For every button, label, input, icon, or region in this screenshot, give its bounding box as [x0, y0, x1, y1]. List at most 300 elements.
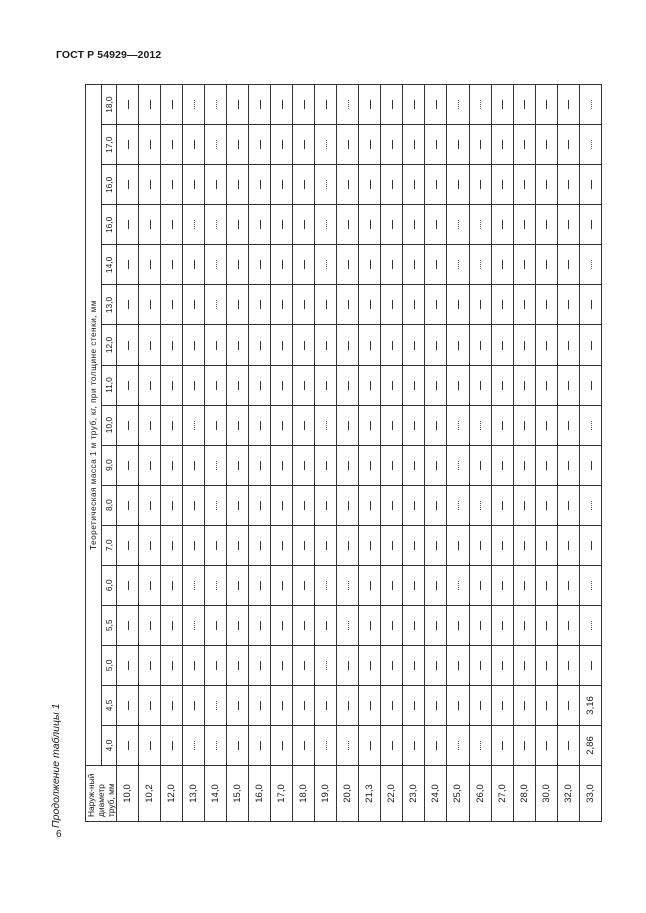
dash-mark	[392, 421, 393, 430]
dash-mark	[414, 541, 415, 550]
empty-mass-cell	[271, 245, 293, 285]
table-row	[425, 85, 447, 822]
empty-mass-cell	[183, 165, 205, 205]
dash-mark	[238, 581, 239, 590]
dotted-mark	[216, 461, 217, 470]
faint-mass-cell	[447, 485, 469, 525]
empty-mass-cell	[425, 165, 447, 205]
dash-mark	[238, 140, 239, 149]
empty-mass-cell	[359, 645, 381, 685]
empty-mass-cell	[183, 285, 205, 325]
empty-mass-cell	[249, 605, 271, 645]
empty-mass-cell	[535, 485, 557, 525]
dash-mark	[524, 220, 525, 229]
empty-mass-cell	[381, 125, 403, 165]
empty-mass-cell	[205, 645, 227, 685]
dash-mark	[370, 461, 371, 470]
wall-thickness-header: 5,5	[101, 605, 117, 645]
empty-mass-cell	[579, 365, 601, 405]
empty-mass-cell	[205, 605, 227, 645]
empty-mass-cell	[315, 685, 337, 725]
dash-mark	[260, 541, 261, 550]
dash-mark	[194, 341, 195, 350]
dotted-mark	[326, 421, 327, 430]
faint-mass-cell	[205, 245, 227, 285]
empty-mass-cell	[227, 245, 249, 285]
dash-mark	[326, 300, 327, 309]
dash-mark	[260, 140, 261, 149]
table-row	[469, 85, 491, 822]
dash-mark	[546, 701, 547, 710]
empty-mass-cell	[249, 565, 271, 605]
dash-mark	[304, 661, 305, 670]
dash-mark	[150, 661, 151, 670]
dash-mark	[568, 461, 569, 470]
dash-mark	[260, 581, 261, 590]
dash-mark	[524, 661, 525, 670]
table-header-row-1	[86, 85, 102, 822]
dash-mark	[414, 341, 415, 350]
dash-mark	[172, 741, 173, 750]
table-row	[161, 85, 183, 822]
outer-diameter-cell: 20,0	[337, 766, 359, 822]
dotted-mark	[591, 621, 592, 630]
dash-mark	[128, 461, 129, 470]
dash-mark	[172, 100, 173, 109]
dotted-mark	[458, 741, 459, 750]
dash-mark	[172, 140, 173, 149]
dash-mark	[260, 180, 261, 189]
empty-mass-cell	[513, 245, 535, 285]
faint-mass-cell	[205, 285, 227, 325]
empty-mass-cell	[315, 85, 337, 125]
dash-mark	[436, 661, 437, 670]
faint-mass-cell	[205, 205, 227, 245]
mass-value-cell: 3,16	[579, 685, 601, 725]
table-row	[513, 85, 535, 822]
empty-mass-cell	[381, 325, 403, 365]
dotted-mark	[591, 501, 592, 510]
empty-mass-cell	[161, 165, 183, 205]
dash-mark	[304, 701, 305, 710]
faint-mass-cell	[337, 605, 359, 645]
dash-mark	[546, 300, 547, 309]
wall-thickness-header: 13,0	[101, 285, 117, 325]
dash-mark	[238, 461, 239, 470]
empty-mass-cell	[139, 565, 161, 605]
outer-diameter-cell: 30,0	[535, 766, 557, 822]
dash-mark	[502, 300, 503, 309]
empty-mass-cell	[447, 165, 469, 205]
empty-mass-cell	[139, 165, 161, 205]
empty-mass-cell	[271, 365, 293, 405]
outer-diameter-cell: 18,0	[293, 766, 315, 822]
empty-mass-cell	[535, 645, 557, 685]
dash-mark	[502, 541, 503, 550]
document-standard-header: ГОСТ Р 54929—2012	[56, 49, 162, 61]
empty-mass-cell	[381, 405, 403, 445]
wall-thickness-header: 6,0	[101, 565, 117, 605]
outer-diameter-cell: 27,0	[491, 766, 513, 822]
dash-mark	[370, 501, 371, 510]
dotted-mark	[216, 300, 217, 309]
dash-mark	[414, 661, 415, 670]
dash-mark	[348, 300, 349, 309]
dash-mark	[194, 260, 195, 269]
empty-mass-cell	[403, 605, 425, 645]
dash-mark	[568, 701, 569, 710]
faint-mass-cell	[337, 85, 359, 125]
empty-mass-cell	[535, 365, 557, 405]
dotted-mark	[591, 260, 592, 269]
empty-mass-cell	[293, 325, 315, 365]
dash-mark	[326, 100, 327, 109]
table-row	[205, 85, 227, 822]
dash-mark	[348, 701, 349, 710]
wall-thickness-header: 7,0	[101, 525, 117, 565]
empty-mass-cell	[293, 165, 315, 205]
dash-mark	[370, 220, 371, 229]
empty-mass-cell	[447, 525, 469, 565]
dash-mark	[238, 661, 239, 670]
empty-mass-cell	[425, 405, 447, 445]
empty-mass-cell	[403, 405, 425, 445]
wall-thickness-header: 5,0	[101, 645, 117, 685]
dash-mark	[480, 461, 481, 470]
wall-thickness-header: 11,0	[101, 365, 117, 405]
empty-mass-cell	[161, 525, 183, 565]
dash-mark	[414, 220, 415, 229]
empty-mass-cell	[381, 165, 403, 205]
outer-diameter-cell: 17,0	[271, 766, 293, 822]
dotted-mark	[194, 741, 195, 750]
dash-mark	[546, 381, 547, 390]
dash-mark	[150, 381, 151, 390]
faint-mass-cell	[579, 405, 601, 445]
empty-mass-cell	[271, 725, 293, 765]
empty-mass-cell	[117, 645, 139, 685]
empty-mass-cell	[271, 525, 293, 565]
table-row	[403, 85, 425, 822]
empty-mass-cell	[557, 645, 579, 685]
empty-mass-cell	[315, 605, 337, 645]
empty-mass-cell	[381, 725, 403, 765]
empty-mass-cell	[161, 365, 183, 405]
empty-mass-cell	[469, 605, 491, 645]
empty-mass-cell	[469, 525, 491, 565]
empty-mass-cell	[117, 245, 139, 285]
empty-mass-cell	[117, 725, 139, 765]
empty-mass-cell	[491, 485, 513, 525]
empty-mass-cell	[381, 565, 403, 605]
dash-mark	[436, 220, 437, 229]
dash-mark	[524, 741, 525, 750]
empty-mass-cell	[117, 405, 139, 445]
empty-mass-cell	[513, 685, 535, 725]
dash-mark	[238, 220, 239, 229]
dash-mark	[260, 220, 261, 229]
empty-mass-cell	[557, 125, 579, 165]
dash-mark	[524, 701, 525, 710]
dash-mark	[524, 260, 525, 269]
faint-mass-cell	[579, 245, 601, 285]
dash-mark	[502, 140, 503, 149]
empty-mass-cell	[227, 685, 249, 725]
dash-mark	[568, 140, 569, 149]
empty-mass-cell	[447, 365, 469, 405]
faint-mass-cell	[205, 125, 227, 165]
empty-mass-cell	[403, 725, 425, 765]
empty-mass-cell	[359, 205, 381, 245]
dash-mark	[458, 140, 459, 149]
dash-mark	[502, 701, 503, 710]
empty-mass-cell	[513, 405, 535, 445]
dash-mark	[546, 341, 547, 350]
empty-mass-cell	[249, 685, 271, 725]
dash-mark	[128, 701, 129, 710]
faint-mass-cell	[183, 605, 205, 645]
dash-mark	[414, 741, 415, 750]
faint-mass-cell	[447, 245, 469, 285]
dash-mark	[348, 220, 349, 229]
dash-mark	[304, 300, 305, 309]
empty-mass-cell	[161, 605, 183, 645]
dash-mark	[436, 140, 437, 149]
empty-mass-cell	[469, 445, 491, 485]
empty-mass-cell	[425, 565, 447, 605]
dash-mark	[304, 741, 305, 750]
dash-mark	[414, 701, 415, 710]
dash-mark	[392, 541, 393, 550]
dash-mark	[194, 300, 195, 309]
dash-mark	[392, 341, 393, 350]
empty-mass-cell	[161, 325, 183, 365]
empty-mass-cell	[271, 485, 293, 525]
empty-mass-cell	[161, 205, 183, 245]
empty-mass-cell	[513, 285, 535, 325]
empty-mass-cell	[227, 645, 249, 685]
empty-mass-cell	[491, 245, 513, 285]
dash-mark	[172, 541, 173, 550]
dash-mark	[238, 341, 239, 350]
empty-mass-cell	[381, 245, 403, 285]
dash-mark	[150, 461, 151, 470]
dash-mark	[326, 701, 327, 710]
empty-mass-cell	[425, 485, 447, 525]
empty-mass-cell	[535, 245, 557, 285]
empty-mass-cell	[425, 285, 447, 325]
empty-mass-cell	[249, 525, 271, 565]
empty-mass-cell	[513, 125, 535, 165]
empty-mass-cell	[337, 285, 359, 325]
dash-mark	[502, 581, 503, 590]
dash-mark	[524, 381, 525, 390]
dash-mark	[546, 461, 547, 470]
empty-mass-cell	[579, 165, 601, 205]
empty-mass-cell	[161, 485, 183, 525]
dash-mark	[502, 461, 503, 470]
wall-thickness-header-row	[101, 85, 117, 822]
empty-mass-cell	[491, 125, 513, 165]
dotted-mark	[480, 501, 481, 510]
dash-mark	[128, 260, 129, 269]
dotted-mark	[348, 100, 349, 109]
dash-mark	[282, 300, 283, 309]
empty-mass-cell	[139, 645, 161, 685]
faint-mass-cell	[447, 725, 469, 765]
dotted-mark	[480, 260, 481, 269]
dash-mark	[392, 100, 393, 109]
dash-mark	[436, 701, 437, 710]
dotted-mark	[591, 581, 592, 590]
dash-mark	[260, 100, 261, 109]
dash-mark	[591, 180, 592, 189]
empty-mass-cell	[117, 85, 139, 125]
outer-diameter-cell: 23,0	[403, 766, 425, 822]
dotted-mark	[458, 220, 459, 229]
table-row	[557, 85, 579, 822]
mass-value-cell: 2,86	[579, 725, 601, 765]
empty-mass-cell	[381, 445, 403, 485]
empty-mass-cell	[403, 445, 425, 485]
empty-mass-cell	[315, 325, 337, 365]
empty-mass-cell	[535, 445, 557, 485]
outer-diameter-cell: 21,3	[359, 766, 381, 822]
empty-mass-cell	[557, 325, 579, 365]
empty-mass-cell	[271, 325, 293, 365]
empty-mass-cell	[227, 285, 249, 325]
empty-mass-cell	[359, 325, 381, 365]
empty-mass-cell	[535, 565, 557, 605]
dash-mark	[326, 541, 327, 550]
empty-mass-cell	[403, 365, 425, 405]
dash-mark	[414, 381, 415, 390]
empty-mass-cell	[535, 285, 557, 325]
dash-mark	[260, 341, 261, 350]
dash-mark	[260, 421, 261, 430]
dash-mark	[568, 741, 569, 750]
dash-mark	[216, 381, 217, 390]
dash-mark	[348, 501, 349, 510]
empty-mass-cell	[249, 725, 271, 765]
faint-mass-cell	[447, 405, 469, 445]
dash-mark	[128, 180, 129, 189]
empty-mass-cell	[535, 605, 557, 645]
dash-mark	[414, 421, 415, 430]
empty-mass-cell	[491, 645, 513, 685]
dash-mark	[591, 220, 592, 229]
outer-diameter-cell: 32,0	[557, 766, 579, 822]
dash-mark	[172, 220, 173, 229]
dash-mark	[414, 140, 415, 149]
dash-mark	[172, 300, 173, 309]
empty-mass-cell	[139, 405, 161, 445]
dash-mark	[238, 100, 239, 109]
dash-mark	[172, 421, 173, 430]
empty-mass-cell	[227, 405, 249, 445]
empty-mass-cell	[227, 125, 249, 165]
empty-mass-cell	[293, 445, 315, 485]
empty-mass-cell	[227, 365, 249, 405]
dash-mark	[392, 581, 393, 590]
dash-mark	[568, 381, 569, 390]
empty-mass-cell	[293, 245, 315, 285]
dash-mark	[458, 701, 459, 710]
dash-mark	[282, 100, 283, 109]
dash-mark	[150, 501, 151, 510]
faint-mass-cell	[337, 565, 359, 605]
empty-mass-cell	[557, 485, 579, 525]
empty-mass-cell	[183, 445, 205, 485]
dash-mark	[194, 381, 195, 390]
dash-mark	[348, 541, 349, 550]
dash-mark	[568, 661, 569, 670]
dash-mark	[524, 300, 525, 309]
dash-mark	[194, 461, 195, 470]
empty-mass-cell	[139, 285, 161, 325]
faint-mass-cell	[447, 565, 469, 605]
dash-mark	[348, 421, 349, 430]
empty-mass-cell	[227, 325, 249, 365]
empty-mass-cell	[403, 85, 425, 125]
outer-diameter-cell: 16,0	[249, 766, 271, 822]
empty-mass-cell	[117, 165, 139, 205]
empty-mass-cell	[161, 405, 183, 445]
dash-mark	[194, 501, 195, 510]
dash-mark	[282, 541, 283, 550]
empty-mass-cell	[469, 125, 491, 165]
empty-mass-cell	[381, 205, 403, 245]
dash-mark	[524, 180, 525, 189]
empty-mass-cell	[337, 485, 359, 525]
dotted-mark	[458, 501, 459, 510]
empty-mass-cell	[469, 285, 491, 325]
dash-mark	[392, 661, 393, 670]
table-continuation-caption: Продолжение таблицы 1	[50, 703, 62, 828]
dash-mark	[304, 260, 305, 269]
dash-mark	[194, 140, 195, 149]
dash-mark	[370, 100, 371, 109]
empty-mass-cell	[469, 685, 491, 725]
dash-mark	[194, 180, 195, 189]
dash-mark	[128, 300, 129, 309]
empty-mass-cell	[315, 445, 337, 485]
dash-mark	[348, 661, 349, 670]
empty-mass-cell	[403, 245, 425, 285]
dash-mark	[480, 140, 481, 149]
dash-mark	[216, 421, 217, 430]
dotted-mark	[326, 220, 327, 229]
dash-mark	[216, 180, 217, 189]
empty-mass-cell	[359, 365, 381, 405]
empty-mass-cell	[535, 125, 557, 165]
dotted-mark	[194, 581, 195, 590]
faint-mass-cell	[469, 85, 491, 125]
faint-mass-cell	[315, 565, 337, 605]
table-row	[293, 85, 315, 822]
dash-mark	[150, 541, 151, 550]
faint-mass-cell	[579, 125, 601, 165]
dash-mark	[150, 300, 151, 309]
dash-mark	[414, 581, 415, 590]
empty-mass-cell	[183, 325, 205, 365]
faint-mass-cell	[205, 445, 227, 485]
dotted-mark	[326, 741, 327, 750]
dash-mark	[238, 501, 239, 510]
empty-mass-cell	[293, 365, 315, 405]
empty-mass-cell	[139, 485, 161, 525]
empty-mass-cell	[557, 685, 579, 725]
